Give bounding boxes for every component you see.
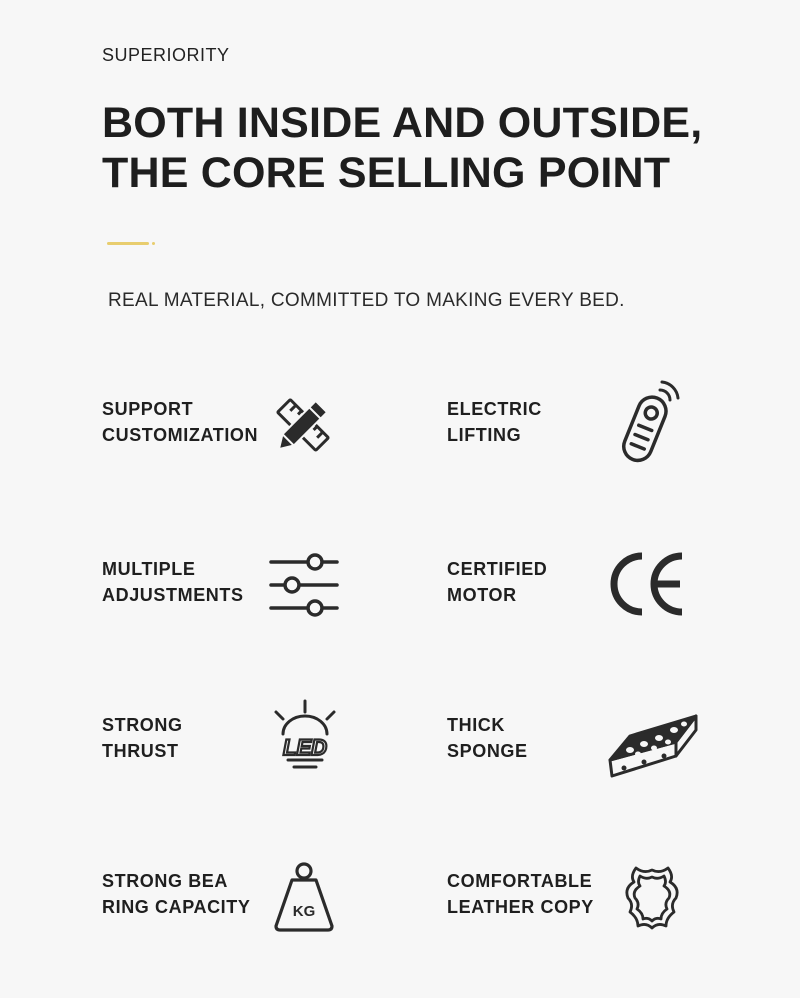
feature-label: COMFORTABLE LEATHER COPY (447, 871, 594, 917)
ce-mark-icon (608, 548, 690, 620)
feature-label: ELECTRIC LIFTING (447, 399, 542, 445)
feature-label: SUPPORT CUSTOMIZATION (102, 399, 259, 445)
weight-icon (272, 860, 336, 934)
headline-line-1: BOTH INSIDE AND OUTSIDE, (102, 99, 703, 147)
pencil-ruler-icon (268, 390, 338, 460)
led-icon-text: LED (283, 735, 327, 760)
headline-line-2: THE CORE SELLING POINT (102, 149, 671, 197)
feature-label: CERTIFIED MOTOR (447, 559, 548, 605)
eyebrow-label: SUPERIORITY (102, 45, 230, 65)
page-headline (102, 98, 762, 198)
sliders-icon (268, 550, 340, 620)
accent-divider (107, 242, 149, 245)
feature-label: MULTIPLE ADJUSTMENTS (102, 559, 244, 605)
accent-divider-dot (152, 242, 155, 245)
feature-label: STRONG BEA RING CAPACITY (102, 871, 251, 917)
feature-label: STRONG THRUST (102, 715, 183, 761)
led-icon (268, 698, 342, 774)
sponge-icon (604, 710, 702, 782)
subtitle: REAL MATERIAL, COMMITTED TO MAKING EVERY BED. (108, 290, 625, 311)
leather-icon (622, 864, 682, 930)
feature-label: THICK SPONGE (447, 715, 528, 761)
weight-icon-text: KG (292, 903, 316, 920)
remote-control-icon (616, 378, 682, 468)
